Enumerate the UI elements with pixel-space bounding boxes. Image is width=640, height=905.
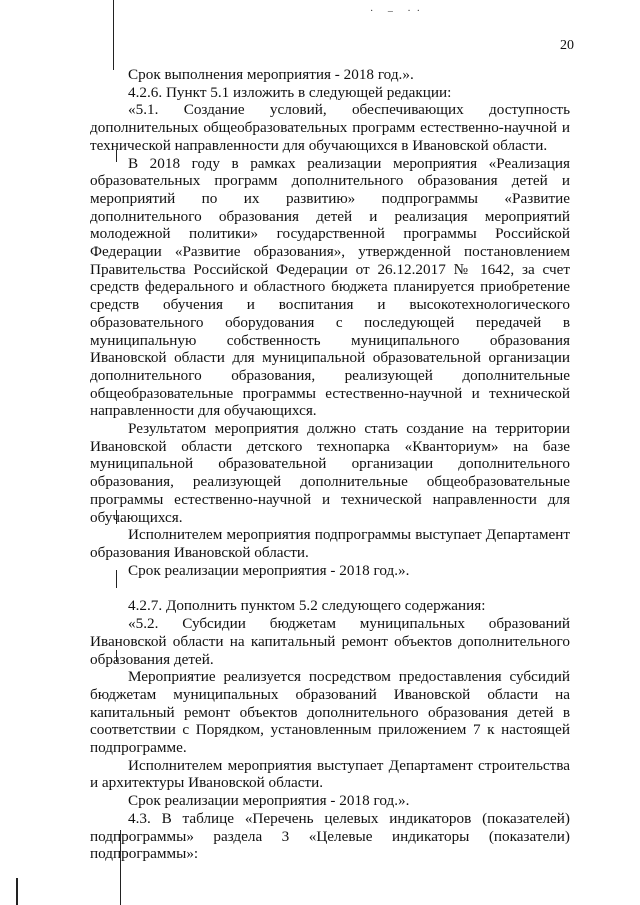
paragraph-result: Результатом мероприятия должно стать создание на территории Ивановской области детского технопарка «Кванториум» на базе муниципальной образовательной организации дополнительного образования, реализующей дополнительные общеобразовательные программы естественно-научной и технической направленности для обучающихся.: [90, 420, 570, 526]
paragraph-executor-1: Исполнителем мероприятия подпрограммы выступает Департамент образования Ивановской области.: [90, 526, 570, 561]
paragraph-5-1: «5.1. Создание условий, обеспечивающих доступность дополнительных общеобразовательных программ естественно-научной и технической направленности для обучающихся в Ивановской области.: [90, 101, 570, 154]
scan-edge-line: [16, 878, 18, 905]
scan-margin-line: [113, 0, 114, 70]
scan-dots: · – ··: [370, 6, 426, 17]
paragraph-4-3: 4.3. В таблице «Перечень целевых индикаторов (показателей) подпрограммы» раздела 3 «Целевые индикаторы (показатели) подпрограммы»:: [90, 809, 570, 863]
paragraph-deadline-3: Срок реализации мероприятия - 2018 год.».: [128, 792, 410, 810]
paragraph-2018-measures: В 2018 году в рамках реализации мероприятия «Реализация образовательных программ дополнительного образования детей и мероприятий по их развитию» подпрограммы «Развитие дополнительного образования детей и реализация мероприятий молодежной политики» государственной программы Российской Федерации «Развитие образования», утвержденной постановлением Правительства Российской Федерации от 26.12.2017 № 1642, за счет средств федерального и областного бюджета планируется приобретение средств обучения и воспитания и высокотехнологического образовательного оборудования с последующей передачей в муниципальную собственность муниципального образования Ивановской области для муниципальной образовательной организации дополнительного образования, реализующей дополнительные общеобразовательные программы естественно-научной и технической направленности для обучающихся.: [90, 154, 570, 420]
paragraph-gap: [90, 579, 570, 597]
paragraph-deadline-2: Срок реализации мероприятия - 2018 год.».: [128, 561, 410, 579]
document-body: [90, 66, 570, 863]
page-number: 20: [560, 38, 574, 53]
paragraph-4-2-7: 4.2.7. Дополнить пунктом 5.2 следующего содержания:: [128, 597, 486, 615]
paragraph-5-2: «5.2. Субсидии бюджетам муниципальных образований Ивановской области на капитальный ремонт объектов дополнительного образования детей.: [90, 615, 570, 668]
paragraph-subsidies: Мероприятие реализуется посредством предоставления субсидий бюджетам муниципальных образований Ивановской области на капитальный ремонт объектов дополнительного образования детей в соответствии с Порядком, установленным приложением 7 к настоящей подпрограмме.: [90, 668, 570, 757]
paragraph-4-2-6: 4.2.6. Пункт 5.1 изложить в следующей редакции:: [128, 83, 452, 101]
paragraph-executor-2: Исполнителем мероприятия выступает Департамент строительства и архитектуры Ивановской области.: [90, 756, 570, 792]
paragraph-deadline-1: Срок выполнения мероприятия - 2018 год.».: [128, 66, 414, 83]
